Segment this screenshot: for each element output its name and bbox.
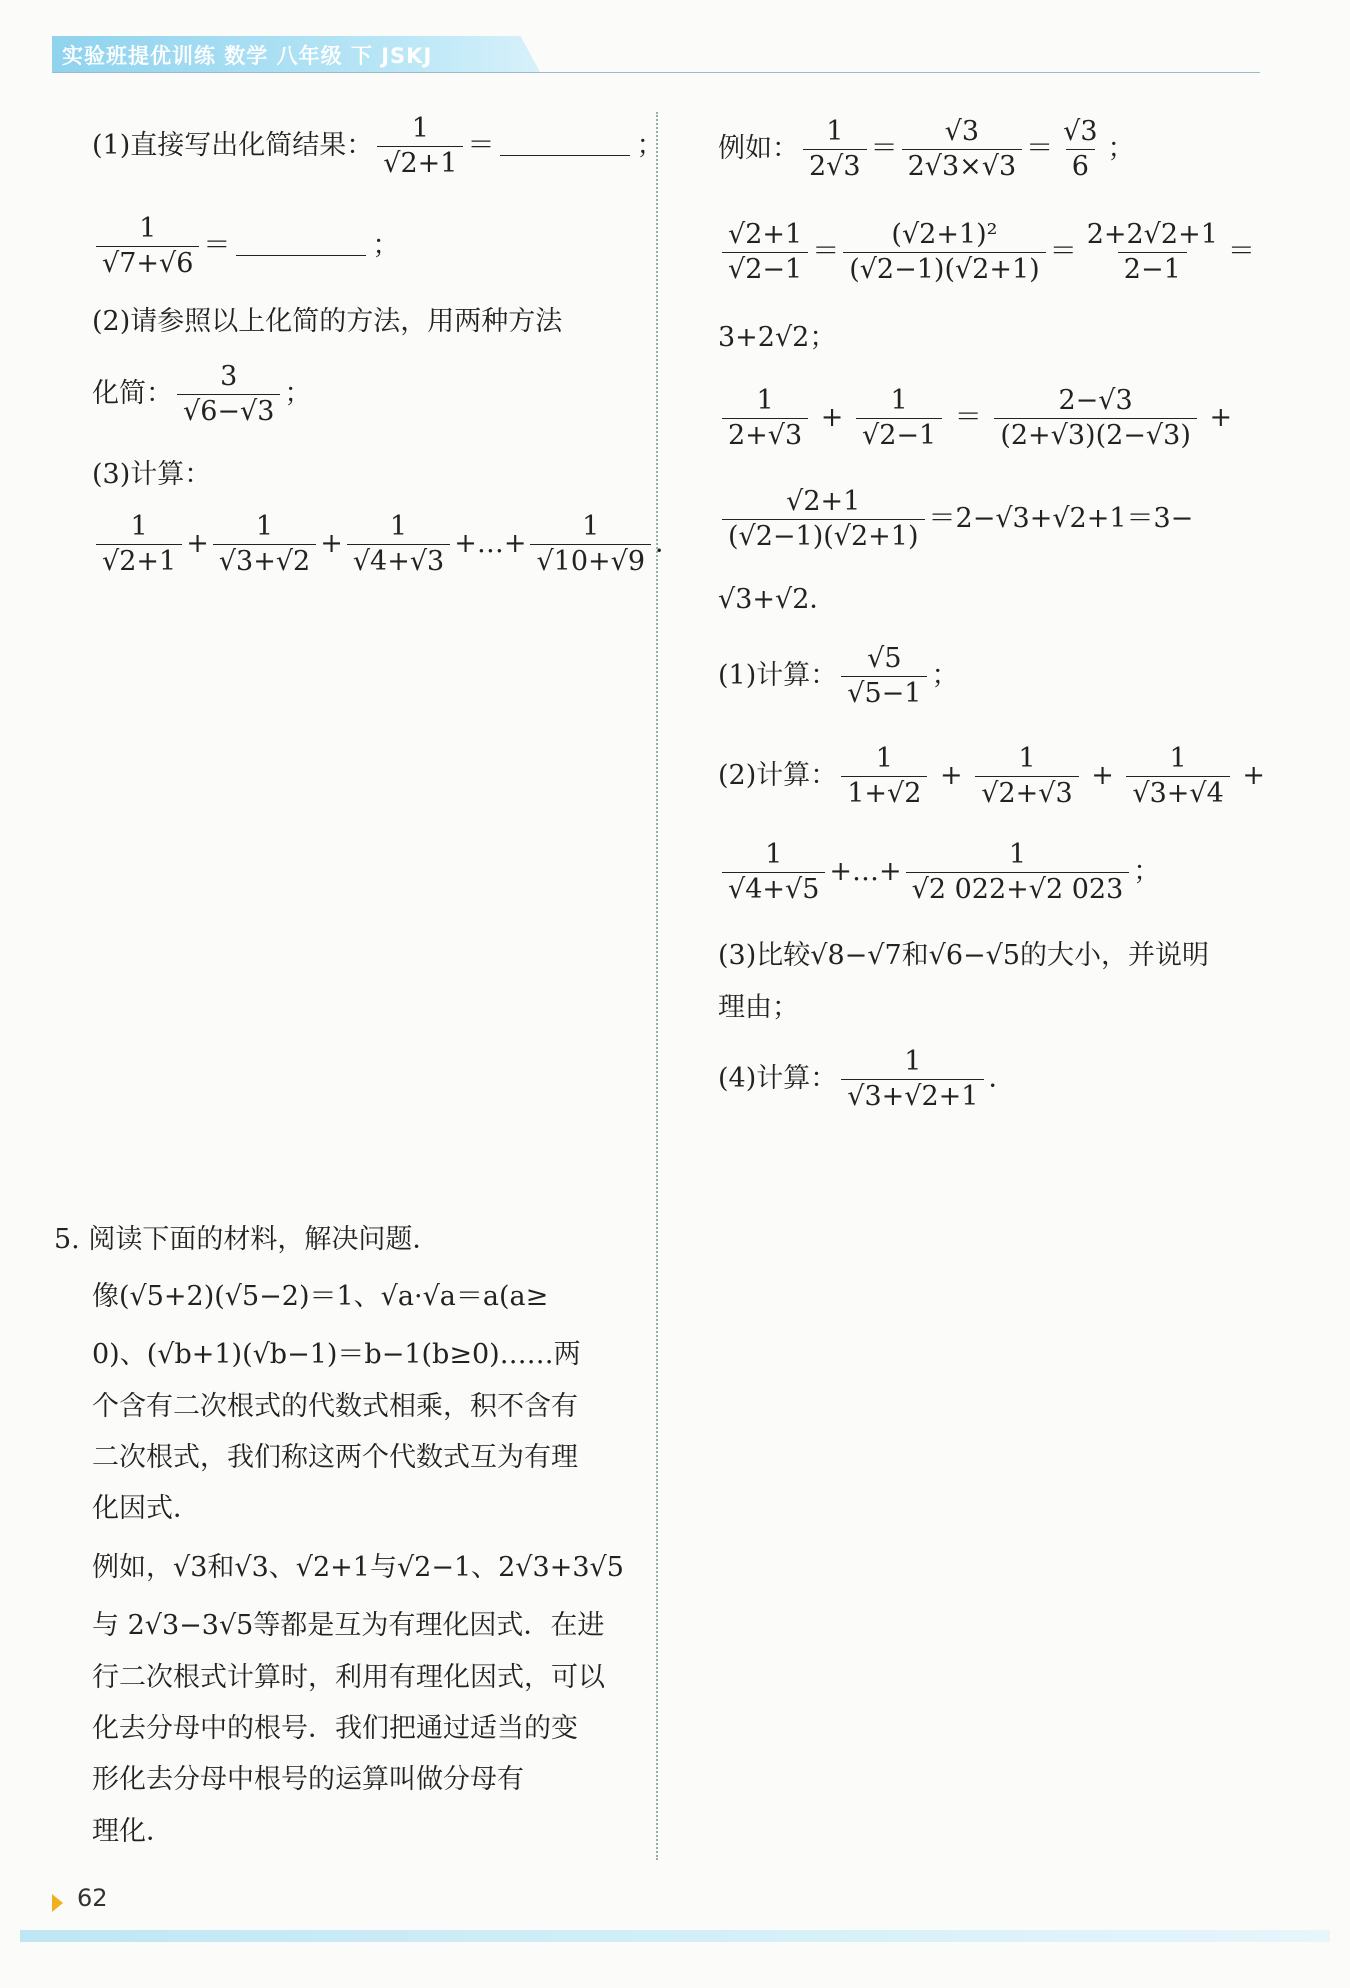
problem-5-line: 理化． <box>92 1816 173 1847</box>
fraction: $\frac{√2+1}{(√2-1)(√2+1)}$ <box>722 485 925 554</box>
fraction: $\frac{1}{2√3}$ <box>803 115 867 184</box>
fraction: $\frac{1}{√2 022+√2 023}$ <box>906 838 1130 907</box>
fraction: $\frac{1}{√3+√2}$ <box>213 510 316 579</box>
problem-5-line: 个含有二次根式的代数式相乘，积不含有 <box>92 1391 578 1422</box>
fraction: $\frac{1}{√2+√3}$ <box>975 742 1078 811</box>
fraction: $\frac{1}{1+√2}$ <box>841 742 927 811</box>
fraction: $\frac{1}{√7+√6}$ <box>96 212 199 281</box>
right-q4: (4)计算： $\frac{1}{√3+√2+1}$ ． <box>718 1046 1016 1112</box>
page-marker-icon <box>52 1894 63 1912</box>
problem-5-line: 像(√5+2)(√5−2)＝1、√a·√a＝a(a≥ <box>92 1281 549 1312</box>
fraction: $\frac{1}{√3+√2+1}$ <box>841 1045 984 1114</box>
right-q3-line1: (3)比较√8−√7和√6−√5的大小，并说明 <box>718 940 1210 971</box>
left-q1-line2: $\frac{1}{√7+√6}$ ＝ ； <box>92 212 399 281</box>
problem-5-title: 5. 阅读下面的材料，解决问题． <box>54 1224 440 1255</box>
left-q3-label: (3)计算： <box>92 459 212 490</box>
fraction: $\frac{1}{√2+1}$ <box>377 112 463 181</box>
fraction: $\frac{1}{√3+√4}$ <box>1126 742 1229 811</box>
right-q3-line2: 理由； <box>718 992 799 1023</box>
right-q1: (1)计算： $\frac{√5}{√5-1}$ ； <box>718 643 959 709</box>
problem-5-line: 化因式． <box>92 1493 200 1524</box>
answer-blank[interactable] <box>500 155 630 156</box>
fraction: $\frac{1}{√4+√3}$ <box>347 510 450 579</box>
problem-5-line: 形化去分母中根号的运算叫做分母有 <box>92 1764 524 1795</box>
header-rule <box>52 72 1260 73</box>
fraction: $\frac{1}{√4+√5}$ <box>722 838 825 907</box>
fraction: $\frac{2+2√2+1}{2-1}$ <box>1086 219 1218 285</box>
example-3-result: √3+√2． <box>718 584 837 615</box>
fraction: $\frac{2-√3}{(2+√3)(2-√3)}$ <box>994 384 1197 453</box>
left-q3-expression: $\frac{1}{√2+1}$ + $\frac{1}{√3+√2}$ + $\frac{1}{√4+√3}$ +…+ $\frac{1}{√10+√9}$ ． <box>92 510 682 579</box>
fraction: $\frac{1}{√2-1}$ <box>856 384 942 453</box>
fraction: $\frac{√2+1}{√2-1}$ <box>722 218 808 287</box>
fraction: $\frac{√3}{2√3\times√3}$ <box>902 115 1023 184</box>
problem-5-line: 行二次根式计算时，利用有理化因式，可以 <box>92 1662 605 1693</box>
example-3: $\frac{1}{2+√3}$ + $\frac{1}{√2-1}$ ＝ $\frac{2-√3}{(2+√3)(2-√3)}$ + <box>718 384 1232 453</box>
example-3-continued: $\frac{√2+1}{(√2-1)(√2+1)}$ ＝2−√3+√2+1＝3− <box>718 485 1193 554</box>
example-2: $\frac{√2+1}{√2-1}$ ＝ $\frac{\text{(√2+1)²}}{(√2-1)(√2+1)}$ ＝ $\frac{2+2√2+1}{2-1}$ ＝ <box>718 218 1255 287</box>
fraction: $\frac{√5}{√5-1}$ <box>841 642 927 711</box>
example-1: 例如： $\frac{1}{2√3}$ ＝ $\frac{√3}{2√3\times√3}$ ＝ $\frac{√3}{6}$ ； <box>718 116 1135 182</box>
problem-5-line: 化去分母中的根号．我们把通过适当的变 <box>92 1713 578 1744</box>
problem-5-line: 0)、(√b+1)(√b−1)＝b−1(b≥0)……两 <box>92 1339 581 1370</box>
fraction: $\frac{1}{√10+√9}$ <box>530 510 651 579</box>
fraction: $\frac{1}{2+√3}$ <box>722 384 808 453</box>
right-q2: (2)计算： $\frac{1}{1+√2}$ + $\frac{1}{√2+√3}$ + $\frac{1}{√3+√4}$ + <box>718 743 1266 809</box>
left-q2-line1: (2)请参照以上化简的方法，用两种方法 <box>92 306 563 337</box>
problem-5-line: 与 2√3−3√5等都是互为有理化因式．在进 <box>92 1610 605 1641</box>
right-q2-continued: $\frac{1}{√4+√5}$ +…+ $\frac{1}{√2 022+√2 023}$ ； <box>718 838 1160 907</box>
fraction: $\frac{1}{√2+1}$ <box>96 510 182 579</box>
example-2-result: 3+2√2； <box>718 322 837 353</box>
problem-5-line: 二次根式，我们称这两个代数式互为有理 <box>92 1442 578 1473</box>
header-title: 实验班提优训练 数学 八年级 下 JSKJ <box>62 44 433 68</box>
page-number: 62 <box>77 1884 108 1912</box>
column-divider <box>656 112 658 1860</box>
left-q2-line2: 化简： $\frac{3}{√6-√3}$ ； <box>92 361 312 427</box>
fraction: $\frac{√3}{6}$ <box>1063 116 1098 182</box>
fraction: $\frac{3}{√6-√3}$ <box>177 360 280 429</box>
left-q1-line1: (1)直接写出化简结果： $\frac{1}{√2+1}$ ＝ ； <box>92 113 664 179</box>
fraction: $\frac{\text{(√2+1)²}}{(√2-1)(√2+1)}$ <box>843 218 1046 287</box>
q1-label: (1)直接写出化简结果： <box>92 129 374 161</box>
problem-5-line: 例如，√3和√3、√2+1与√2−1、2√3+3√5 <box>92 1552 624 1583</box>
answer-blank[interactable] <box>236 255 366 256</box>
footer-band <box>20 1930 1330 1942</box>
